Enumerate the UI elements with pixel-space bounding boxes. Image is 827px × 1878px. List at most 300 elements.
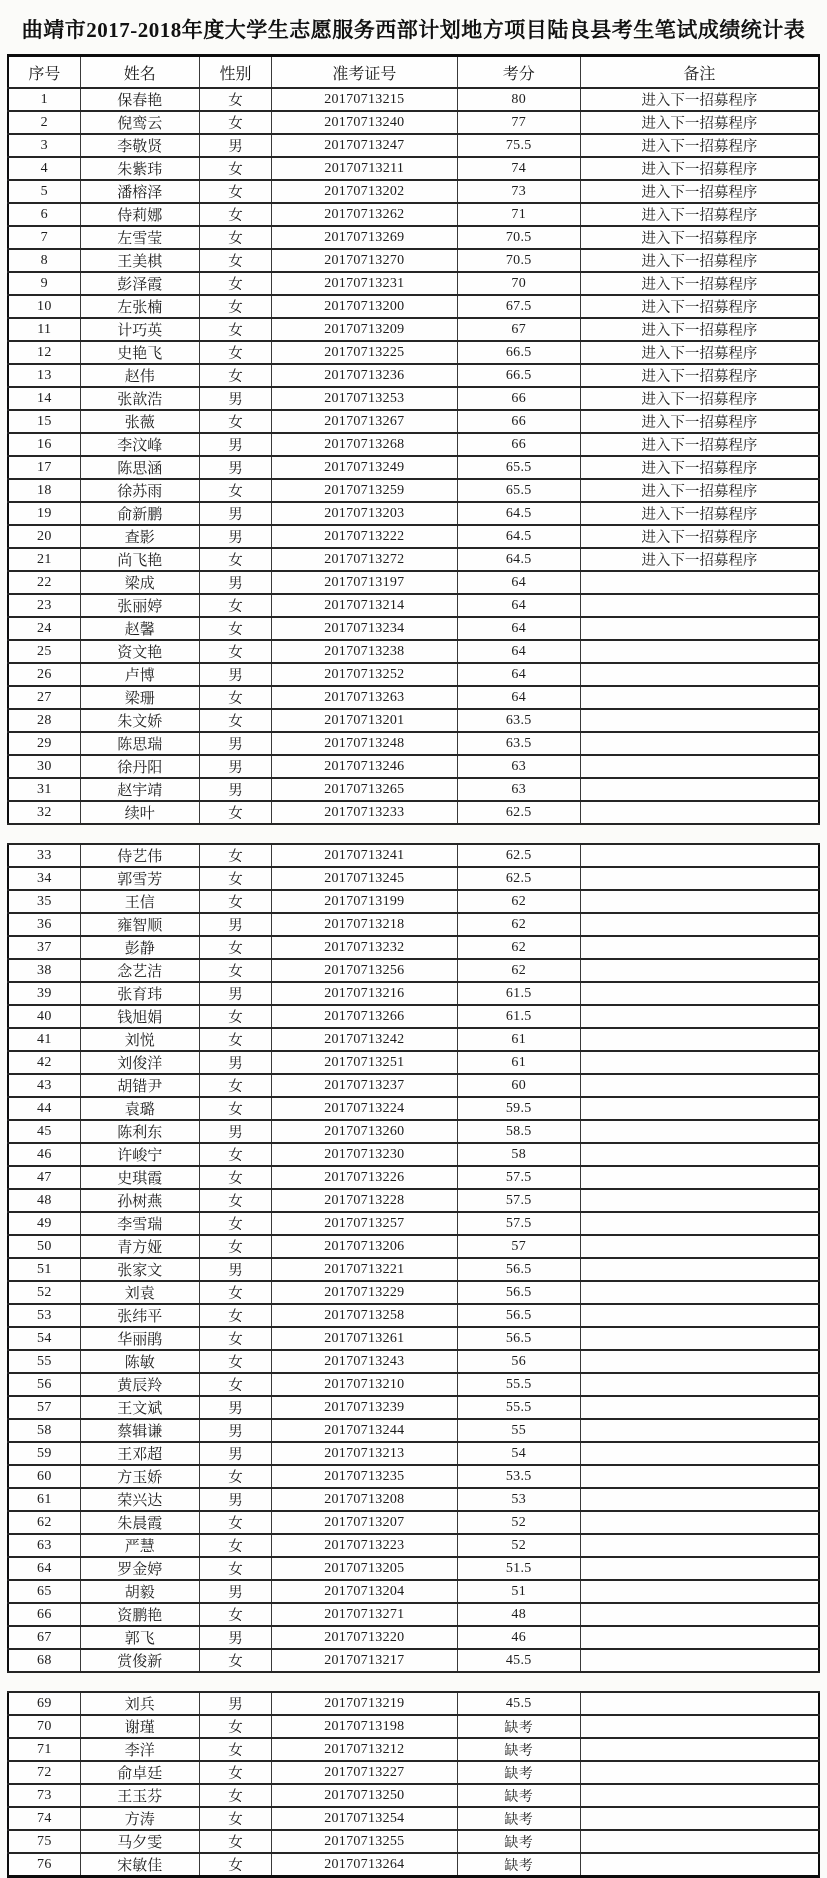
table-row <box>8 1304 819 1327</box>
cell-index: 32 <box>8 801 80 824</box>
cell-remark <box>580 1396 819 1419</box>
cell-score: 52 <box>457 1534 580 1557</box>
cell-index: 30 <box>8 755 80 778</box>
cell-gender: 男 <box>199 1626 271 1649</box>
table-row <box>8 778 819 801</box>
cell-name: 侍莉娜 <box>80 203 199 226</box>
cell-exam-id: 20170713220 <box>272 1626 457 1649</box>
cell-remark <box>580 1419 819 1442</box>
cell-name: 陈思涵 <box>80 456 199 479</box>
cell-exam-id: 20170713223 <box>272 1534 457 1557</box>
cell-index: 52 <box>8 1281 80 1304</box>
cell-gender: 女 <box>199 1143 271 1166</box>
cell-remark <box>580 709 819 732</box>
cell-score: 64 <box>457 686 580 709</box>
cell-name: 陈敏 <box>80 1350 199 1373</box>
table-row <box>8 1258 819 1281</box>
table-row <box>8 295 819 318</box>
table-row <box>8 913 819 936</box>
cell-exam-id: 20170713214 <box>272 594 457 617</box>
cell-exam-id: 20170713203 <box>272 502 457 525</box>
cell-exam-id: 20170713241 <box>272 844 457 867</box>
cell-gender: 女 <box>199 1807 271 1830</box>
cell-name: 宋敏佳 <box>80 1853 199 1877</box>
cell-index: 19 <box>8 502 80 525</box>
cell-gender: 女 <box>199 801 271 824</box>
cell-gender: 女 <box>199 1738 271 1761</box>
cell-gender: 女 <box>199 318 271 341</box>
column-header-gender: 性别 <box>199 56 271 89</box>
cell-exam-id: 20170713251 <box>272 1051 457 1074</box>
cell-name: 梁珊 <box>80 686 199 709</box>
cell-remark <box>580 1235 819 1258</box>
table-row <box>8 249 819 272</box>
cell-name: 许峻宁 <box>80 1143 199 1166</box>
table-row <box>8 1005 819 1028</box>
cell-index: 56 <box>8 1373 80 1396</box>
cell-remark <box>580 867 819 890</box>
cell-remark <box>580 1626 819 1649</box>
table-row <box>8 1327 819 1350</box>
table-row <box>8 433 819 456</box>
table-row <box>8 203 819 226</box>
cell-gender: 女 <box>199 867 271 890</box>
cell-exam-id: 20170713215 <box>272 88 457 111</box>
cell-gender: 女 <box>199 1853 271 1877</box>
cell-index: 40 <box>8 1005 80 1028</box>
cell-exam-id: 20170713233 <box>272 801 457 824</box>
cell-score: 缺考 <box>457 1715 580 1738</box>
cell-remark: 进入下一招募程序 <box>580 318 819 341</box>
cell-exam-id: 20170713212 <box>272 1738 457 1761</box>
cell-exam-id: 20170713254 <box>272 1807 457 1830</box>
cell-score: 61 <box>457 1028 580 1051</box>
cell-index: 21 <box>8 548 80 571</box>
table-row <box>8 134 819 157</box>
cell-score: 缺考 <box>457 1807 580 1830</box>
cell-gender: 女 <box>199 1350 271 1373</box>
cell-exam-id: 20170713197 <box>272 571 457 594</box>
table-row <box>8 1212 819 1235</box>
cell-index: 15 <box>8 410 80 433</box>
cell-remark: 进入下一招募程序 <box>580 272 819 295</box>
cell-exam-id: 20170713211 <box>272 157 457 180</box>
cell-gender: 女 <box>199 709 271 732</box>
cell-exam-id: 20170713227 <box>272 1761 457 1784</box>
cell-exam-id: 20170713218 <box>272 913 457 936</box>
cell-exam-id: 20170713208 <box>272 1488 457 1511</box>
cell-score: 62 <box>457 936 580 959</box>
cell-exam-id: 20170713269 <box>272 226 457 249</box>
cell-gender: 男 <box>199 502 271 525</box>
cell-exam-id: 20170713268 <box>272 433 457 456</box>
cell-name: 王美棋 <box>80 249 199 272</box>
cell-gender: 女 <box>199 1557 271 1580</box>
cell-index: 73 <box>8 1784 80 1807</box>
cell-gender: 女 <box>199 1212 271 1235</box>
cell-exam-id: 20170713235 <box>272 1465 457 1488</box>
cell-gender: 男 <box>199 1258 271 1281</box>
cell-score: 缺考 <box>457 1738 580 1761</box>
cell-gender: 女 <box>199 686 271 709</box>
cell-name: 计巧英 <box>80 318 199 341</box>
cell-name: 朱紫玮 <box>80 157 199 180</box>
cell-remark <box>580 1715 819 1738</box>
cell-score: 57.5 <box>457 1212 580 1235</box>
cell-gender: 男 <box>199 134 271 157</box>
page-title: 曲靖市2017-2018年度大学生志愿服务西部计划地方项目陆良县考生笔试成绩统计表 <box>21 18 806 42</box>
cell-remark <box>580 1189 819 1212</box>
cell-remark <box>580 1166 819 1189</box>
cell-exam-id: 20170713200 <box>272 295 457 318</box>
cell-name: 赵宇靖 <box>80 778 199 801</box>
cell-index: 9 <box>8 272 80 295</box>
table-row <box>8 1097 819 1120</box>
cell-index: 39 <box>8 982 80 1005</box>
cell-exam-id: 20170713265 <box>272 778 457 801</box>
cell-remark: 进入下一招募程序 <box>580 295 819 318</box>
table-row <box>8 1649 819 1672</box>
cell-score: 65.5 <box>457 479 580 502</box>
table-row <box>8 1738 819 1761</box>
cell-remark <box>580 1143 819 1166</box>
cell-exam-id: 20170713229 <box>272 1281 457 1304</box>
cell-exam-id: 20170713202 <box>272 180 457 203</box>
cell-gender: 女 <box>199 272 271 295</box>
cell-name: 郭飞 <box>80 1626 199 1649</box>
cell-gender: 女 <box>199 1784 271 1807</box>
cell-score: 66 <box>457 410 580 433</box>
cell-name: 卢博 <box>80 663 199 686</box>
table-row <box>8 1465 819 1488</box>
cell-score: 53 <box>457 1488 580 1511</box>
column-header-index: 序号 <box>8 56 80 89</box>
cell-index: 44 <box>8 1097 80 1120</box>
cell-score: 62 <box>457 913 580 936</box>
cell-exam-id: 20170713247 <box>272 134 457 157</box>
cell-score: 61.5 <box>457 982 580 1005</box>
table-row <box>8 663 819 686</box>
cell-exam-id: 20170713205 <box>272 1557 457 1580</box>
cell-name: 荣兴达 <box>80 1488 199 1511</box>
cell-remark <box>580 1784 819 1807</box>
cell-name: 梁成 <box>80 571 199 594</box>
table-row <box>8 479 819 502</box>
cell-remark <box>580 982 819 1005</box>
cell-remark <box>580 732 819 755</box>
cell-gender: 男 <box>199 1580 271 1603</box>
cell-name: 青方娅 <box>80 1235 199 1258</box>
cell-score: 57.5 <box>457 1189 580 1212</box>
cell-index: 2 <box>8 111 80 134</box>
column-header-exam-id: 准考证号 <box>272 56 457 89</box>
cell-gender: 女 <box>199 1534 271 1557</box>
cell-exam-id: 20170713204 <box>272 1580 457 1603</box>
cell-name: 赵伟 <box>80 364 199 387</box>
cell-remark <box>580 936 819 959</box>
cell-index: 67 <box>8 1626 80 1649</box>
cell-remark <box>580 1350 819 1373</box>
cell-index: 59 <box>8 1442 80 1465</box>
cell-gender: 男 <box>199 755 271 778</box>
cell-gender: 女 <box>199 844 271 867</box>
cell-exam-id: 20170713213 <box>272 1442 457 1465</box>
cell-name: 张纬平 <box>80 1304 199 1327</box>
cell-remark <box>580 1830 819 1853</box>
cell-exam-id: 20170713231 <box>272 272 457 295</box>
cell-score: 53.5 <box>457 1465 580 1488</box>
table-row <box>8 1419 819 1442</box>
cell-name: 资鹏艳 <box>80 1603 199 1626</box>
table-row <box>8 982 819 1005</box>
cell-score: 58 <box>457 1143 580 1166</box>
cell-index: 3 <box>8 134 80 157</box>
cell-gender: 女 <box>199 479 271 502</box>
cell-index: 24 <box>8 617 80 640</box>
cell-remark <box>580 1442 819 1465</box>
cell-index: 57 <box>8 1396 80 1419</box>
cell-name: 王信 <box>80 890 199 913</box>
cell-index: 8 <box>8 249 80 272</box>
table-row <box>8 1761 819 1784</box>
cell-remark <box>580 959 819 982</box>
cell-exam-id: 20170713270 <box>272 249 457 272</box>
cell-exam-id: 20170713267 <box>272 410 457 433</box>
cell-gender: 女 <box>199 617 271 640</box>
cell-remark <box>580 755 819 778</box>
cell-index: 76 <box>8 1853 80 1877</box>
table-row <box>8 1692 819 1715</box>
cell-index: 34 <box>8 867 80 890</box>
cell-name: 赵馨 <box>80 617 199 640</box>
cell-name: 李雪瑞 <box>80 1212 199 1235</box>
cell-exam-id: 20170713207 <box>272 1511 457 1534</box>
cell-index: 66 <box>8 1603 80 1626</box>
cell-exam-id: 20170713259 <box>272 479 457 502</box>
cell-exam-id: 20170713250 <box>272 1784 457 1807</box>
cell-name: 念艺洁 <box>80 959 199 982</box>
cell-score: 63 <box>457 755 580 778</box>
cell-index: 45 <box>8 1120 80 1143</box>
cell-exam-id: 20170713199 <box>272 890 457 913</box>
table-row <box>8 410 819 433</box>
cell-exam-id: 20170713271 <box>272 1603 457 1626</box>
table-row <box>8 617 819 640</box>
cell-exam-id: 20170713222 <box>272 525 457 548</box>
table-row <box>8 1396 819 1419</box>
cell-remark <box>580 594 819 617</box>
cell-name: 王邓超 <box>80 1442 199 1465</box>
cell-gender: 女 <box>199 341 271 364</box>
cell-name: 潘榕泽 <box>80 180 199 203</box>
table-row <box>8 1715 819 1738</box>
cell-exam-id: 20170713206 <box>272 1235 457 1258</box>
score-table-segment-1 <box>7 54 820 825</box>
cell-remark <box>580 1853 819 1877</box>
cell-name: 赏俊新 <box>80 1649 199 1672</box>
cell-remark: 进入下一招募程序 <box>580 249 819 272</box>
cell-score: 63 <box>457 778 580 801</box>
cell-index: 54 <box>8 1327 80 1350</box>
cell-index: 25 <box>8 640 80 663</box>
cell-score: 56.5 <box>457 1327 580 1350</box>
cell-name: 孙树燕 <box>80 1189 199 1212</box>
cell-name: 史艳飞 <box>80 341 199 364</box>
cell-name: 张薇 <box>80 410 199 433</box>
cell-index: 22 <box>8 571 80 594</box>
table-row <box>8 1534 819 1557</box>
cell-gender: 女 <box>199 936 271 959</box>
table-row <box>8 1626 819 1649</box>
cell-exam-id: 20170713216 <box>272 982 457 1005</box>
cell-remark: 进入下一招募程序 <box>580 341 819 364</box>
cell-index: 12 <box>8 341 80 364</box>
table-row <box>8 844 819 867</box>
table-row <box>8 1784 819 1807</box>
cell-index: 17 <box>8 456 80 479</box>
cell-gender: 女 <box>199 364 271 387</box>
table-row <box>8 157 819 180</box>
cell-exam-id: 20170713236 <box>272 364 457 387</box>
cell-gender: 女 <box>199 890 271 913</box>
cell-score: 55 <box>457 1419 580 1442</box>
cell-index: 35 <box>8 890 80 913</box>
cell-remark: 进入下一招募程序 <box>580 525 819 548</box>
cell-index: 43 <box>8 1074 80 1097</box>
cell-gender: 女 <box>199 157 271 180</box>
cell-remark <box>580 844 819 867</box>
cell-score: 70.5 <box>457 249 580 272</box>
cell-index: 63 <box>8 1534 80 1557</box>
cell-exam-id: 20170713209 <box>272 318 457 341</box>
cell-index: 55 <box>8 1350 80 1373</box>
cell-index: 11 <box>8 318 80 341</box>
table-row <box>8 801 819 824</box>
table-row <box>8 1830 819 1853</box>
cell-gender: 男 <box>199 387 271 410</box>
cell-score: 73 <box>457 180 580 203</box>
cell-index: 23 <box>8 594 80 617</box>
cell-index: 50 <box>8 1235 80 1258</box>
cell-gender: 男 <box>199 1396 271 1419</box>
table-row <box>8 1488 819 1511</box>
cell-remark <box>580 1005 819 1028</box>
cell-name: 彭静 <box>80 936 199 959</box>
cell-name: 左雪莹 <box>80 226 199 249</box>
cell-score: 52 <box>457 1511 580 1534</box>
table-row <box>8 1235 819 1258</box>
cell-remark: 进入下一招募程序 <box>580 134 819 157</box>
cell-score: 57.5 <box>457 1166 580 1189</box>
cell-remark <box>580 1807 819 1830</box>
cell-score: 64 <box>457 617 580 640</box>
cell-remark: 进入下一招募程序 <box>580 203 819 226</box>
cell-score: 56 <box>457 1350 580 1373</box>
cell-gender: 女 <box>199 295 271 318</box>
cell-remark: 进入下一招募程序 <box>580 111 819 134</box>
table-row <box>8 318 819 341</box>
cell-name: 李洋 <box>80 1738 199 1761</box>
cell-name: 钱旭娟 <box>80 1005 199 1028</box>
cell-gender: 男 <box>199 1488 271 1511</box>
cell-score: 56.5 <box>457 1258 580 1281</box>
cell-index: 7 <box>8 226 80 249</box>
cell-remark <box>580 1373 819 1396</box>
table-row <box>8 364 819 387</box>
cell-remark: 进入下一招募程序 <box>580 456 819 479</box>
table-row <box>8 571 819 594</box>
table-row <box>8 456 819 479</box>
cell-score: 59.5 <box>457 1097 580 1120</box>
cell-score: 64 <box>457 571 580 594</box>
cell-score: 46 <box>457 1626 580 1649</box>
cell-remark: 进入下一招募程序 <box>580 157 819 180</box>
cell-gender: 女 <box>199 1166 271 1189</box>
cell-index: 46 <box>8 1143 80 1166</box>
table-row <box>8 867 819 890</box>
cell-gender: 男 <box>199 1692 271 1715</box>
cell-remark: 进入下一招募程序 <box>580 548 819 571</box>
cell-name: 左张楠 <box>80 295 199 318</box>
cell-index: 37 <box>8 936 80 959</box>
cell-index: 13 <box>8 364 80 387</box>
cell-gender: 女 <box>199 180 271 203</box>
cell-exam-id: 20170713249 <box>272 456 457 479</box>
cell-score: 67 <box>457 318 580 341</box>
score-table-segment-2 <box>7 843 820 1673</box>
cell-remark <box>580 1281 819 1304</box>
cell-index: 42 <box>8 1051 80 1074</box>
cell-index: 71 <box>8 1738 80 1761</box>
cell-exam-id: 20170713228 <box>272 1189 457 1212</box>
table-row <box>8 111 819 134</box>
cell-score: 缺考 <box>457 1784 580 1807</box>
cell-remark <box>580 1097 819 1120</box>
table-row <box>8 755 819 778</box>
cell-score: 66.5 <box>457 341 580 364</box>
cell-name: 胡毅 <box>80 1580 199 1603</box>
cell-exam-id: 20170713262 <box>272 203 457 226</box>
cell-index: 6 <box>8 203 80 226</box>
cell-gender: 女 <box>199 1235 271 1258</box>
cell-index: 64 <box>8 1557 80 1580</box>
cell-exam-id: 20170713198 <box>272 1715 457 1738</box>
cell-gender: 女 <box>199 1511 271 1534</box>
cell-remark: 进入下一招募程序 <box>580 502 819 525</box>
cell-gender: 女 <box>199 1761 271 1784</box>
cell-gender: 男 <box>199 1051 271 1074</box>
cell-index: 36 <box>8 913 80 936</box>
cell-score: 63.5 <box>457 709 580 732</box>
table-row <box>8 180 819 203</box>
cell-gender: 女 <box>199 88 271 111</box>
cell-score: 56.5 <box>457 1304 580 1327</box>
cell-index: 74 <box>8 1807 80 1830</box>
cell-remark <box>580 1557 819 1580</box>
table-row <box>8 341 819 364</box>
cell-gender: 女 <box>199 1715 271 1738</box>
cell-index: 1 <box>8 88 80 111</box>
cell-exam-id: 20170713230 <box>272 1143 457 1166</box>
cell-exam-id: 20170713244 <box>272 1419 457 1442</box>
cell-score: 70.5 <box>457 226 580 249</box>
cell-index: 68 <box>8 1649 80 1672</box>
cell-exam-id: 20170713255 <box>272 1830 457 1853</box>
cell-gender: 女 <box>199 548 271 571</box>
cell-score: 60 <box>457 1074 580 1097</box>
cell-index: 65 <box>8 1580 80 1603</box>
cell-gender: 女 <box>199 203 271 226</box>
